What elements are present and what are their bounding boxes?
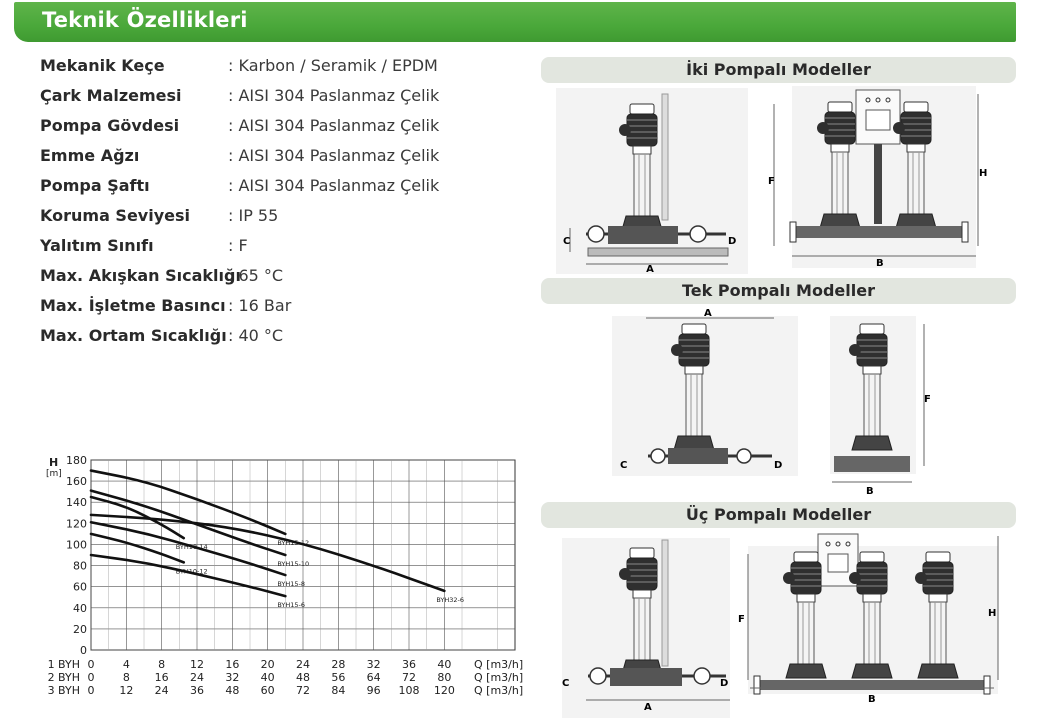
drawing-tek-side (612, 306, 798, 476)
dim-label-c: C (562, 678, 570, 689)
x-tick-label: 12 (119, 684, 134, 697)
y-tick-label: 160 (66, 475, 87, 489)
dim-label-h: H (988, 608, 997, 619)
series-label: BYH32-6 (436, 595, 465, 604)
spec-value: : IP 55 (228, 206, 279, 225)
x-tick-label: 8 (158, 658, 166, 671)
series-label: BYH15-6 (277, 601, 306, 610)
dim-label-f: F (768, 176, 775, 187)
x-tick-label: 60 (260, 684, 275, 697)
x-tick-label: 32 (225, 671, 240, 684)
x-tick-label: 64 (366, 671, 381, 684)
x-tick-label: 32 (366, 658, 381, 671)
y-tick-label: 180 (66, 454, 87, 467)
dim-label-f: F (738, 614, 745, 625)
x-tick-label: 0 (87, 684, 95, 697)
x-tick-label: 72 (296, 684, 310, 697)
series-label: BYH10-14 (175, 543, 208, 552)
y-tick-label: 60 (73, 580, 87, 594)
y-axis-label: H (49, 456, 59, 469)
x-tick-label: 96 (366, 684, 381, 697)
dim-label-b: B (868, 694, 876, 705)
dim-label-d: D (720, 678, 729, 689)
spec-value: : AISI 304 Paslanmaz Çelik (228, 86, 440, 105)
series-label: BYH15-8 (277, 580, 306, 589)
x-row-unit: Q [m3/h] (474, 671, 524, 684)
x-tick-label: 84 (331, 684, 346, 697)
y-tick-label: 0 (80, 644, 87, 657)
dim-label-a: A (644, 702, 652, 713)
dim-label-c: C (620, 460, 628, 471)
x-tick-label: 56 (331, 671, 346, 684)
spec-label: Max. İşletme Basıncı (40, 296, 226, 315)
dim-label-a: A (704, 308, 712, 319)
x-row-name: 1 BYH (47, 658, 80, 671)
x-tick-label: 28 (331, 658, 346, 671)
x-tick-label: 0 (87, 671, 95, 684)
spec-label: Çark Malzemesi (40, 86, 182, 105)
spec-value: : AISI 304 Paslanmaz Çelik (228, 146, 440, 165)
x-tick-label: 24 (190, 671, 204, 684)
y-tick-label: 100 (66, 538, 87, 552)
x-row-unit: Q [m3/h] (474, 684, 524, 697)
x-row-name: 3 BYH (47, 684, 80, 697)
x-tick-label: 120 (433, 684, 455, 697)
drawing-uc-front (736, 530, 1008, 720)
x-tick-label: 4 (122, 658, 130, 671)
section-label-uc: Üç Pompalı Modeller (541, 502, 1016, 528)
y-tick-label: 140 (66, 496, 87, 510)
drawing-iki-side (556, 88, 748, 274)
dim-label-b: B (876, 258, 884, 269)
y-tick-label: 40 (73, 601, 87, 615)
spec-value: : AISI 304 Paslanmaz Çelik (228, 116, 440, 135)
x-tick-label: 36 (190, 684, 204, 697)
x-tick-label: 16 (154, 671, 169, 684)
y-tick-label: 20 (73, 622, 87, 636)
x-tick-label: 24 (154, 684, 169, 697)
dim-label-d: D (728, 236, 737, 247)
spec-value: : 16 Bar (228, 296, 292, 315)
y-axis-unit: [m] (46, 469, 62, 479)
series-label: BYH15-12 (277, 538, 310, 547)
dim-label-b: B (866, 486, 874, 497)
x-row-name: 2 BYH (47, 671, 80, 684)
y-tick-label: 80 (73, 559, 87, 573)
dim-label-f: F (924, 394, 931, 405)
spec-label: Yalıtım Sınıfı (40, 236, 154, 255)
x-tick-label: 20 (260, 658, 275, 671)
x-tick-label: 0 (87, 658, 95, 671)
spec-label: Pompa Gövdesi (40, 116, 180, 135)
spec-value: : 40 °C (228, 326, 284, 345)
spec-value: : Karbon / Seramik / EPDM (228, 56, 438, 75)
dim-label-h: H (979, 168, 988, 179)
x-tick-label: 36 (402, 658, 416, 671)
x-tick-label: 40 (260, 671, 275, 684)
spec-value: : F (228, 236, 248, 255)
performance-chart (40, 450, 530, 706)
dim-label-d: D (774, 460, 783, 471)
x-tick-label: 72 (402, 671, 416, 684)
spec-value: : AISI 304 Paslanmaz Çelik (228, 176, 440, 195)
spec-label: Max. Akışkan Sıcaklığı (40, 266, 241, 285)
x-tick-label: 12 (190, 658, 204, 671)
drawing-iki-front (768, 86, 990, 272)
header-bar (14, 2, 1016, 42)
dim-label-a: A (646, 264, 654, 274)
section-label-tek: Tek Pompalı Modeller (541, 278, 1016, 304)
y-tick-label: 120 (66, 517, 87, 531)
page-title: Teknik Özellikleri (42, 8, 248, 32)
x-tick-label: 108 (398, 684, 420, 697)
series-label: BYH10-12 (175, 567, 208, 576)
x-tick-label: 24 (296, 658, 310, 671)
x-tick-label: 80 (437, 671, 452, 684)
spec-label: Max. Ortam Sıcaklığı (40, 326, 227, 345)
spec-label: Mekanik Keçe (40, 56, 165, 75)
spec-label: Emme Ağzı (40, 146, 140, 165)
series-label: BYH15-10 (277, 560, 310, 568)
drawing-tek-front (828, 316, 938, 498)
x-tick-label: 48 (225, 684, 240, 697)
x-tick-label: 16 (225, 658, 240, 671)
x-tick-label: 40 (437, 658, 452, 671)
section-label-iki: İki Pompalı Modeller (541, 57, 1016, 83)
dim-label-c: C (563, 236, 571, 247)
drawing-uc-side (556, 538, 736, 718)
x-tick-label: 48 (296, 671, 310, 684)
spec-label: Koruma Seviyesi (40, 206, 191, 225)
x-tick-label: 8 (122, 671, 130, 684)
spec-value: : 65 °C (228, 266, 284, 285)
x-row-unit: Q [m3/h] (474, 658, 524, 671)
spec-label: Pompa Şaftı (40, 176, 150, 195)
